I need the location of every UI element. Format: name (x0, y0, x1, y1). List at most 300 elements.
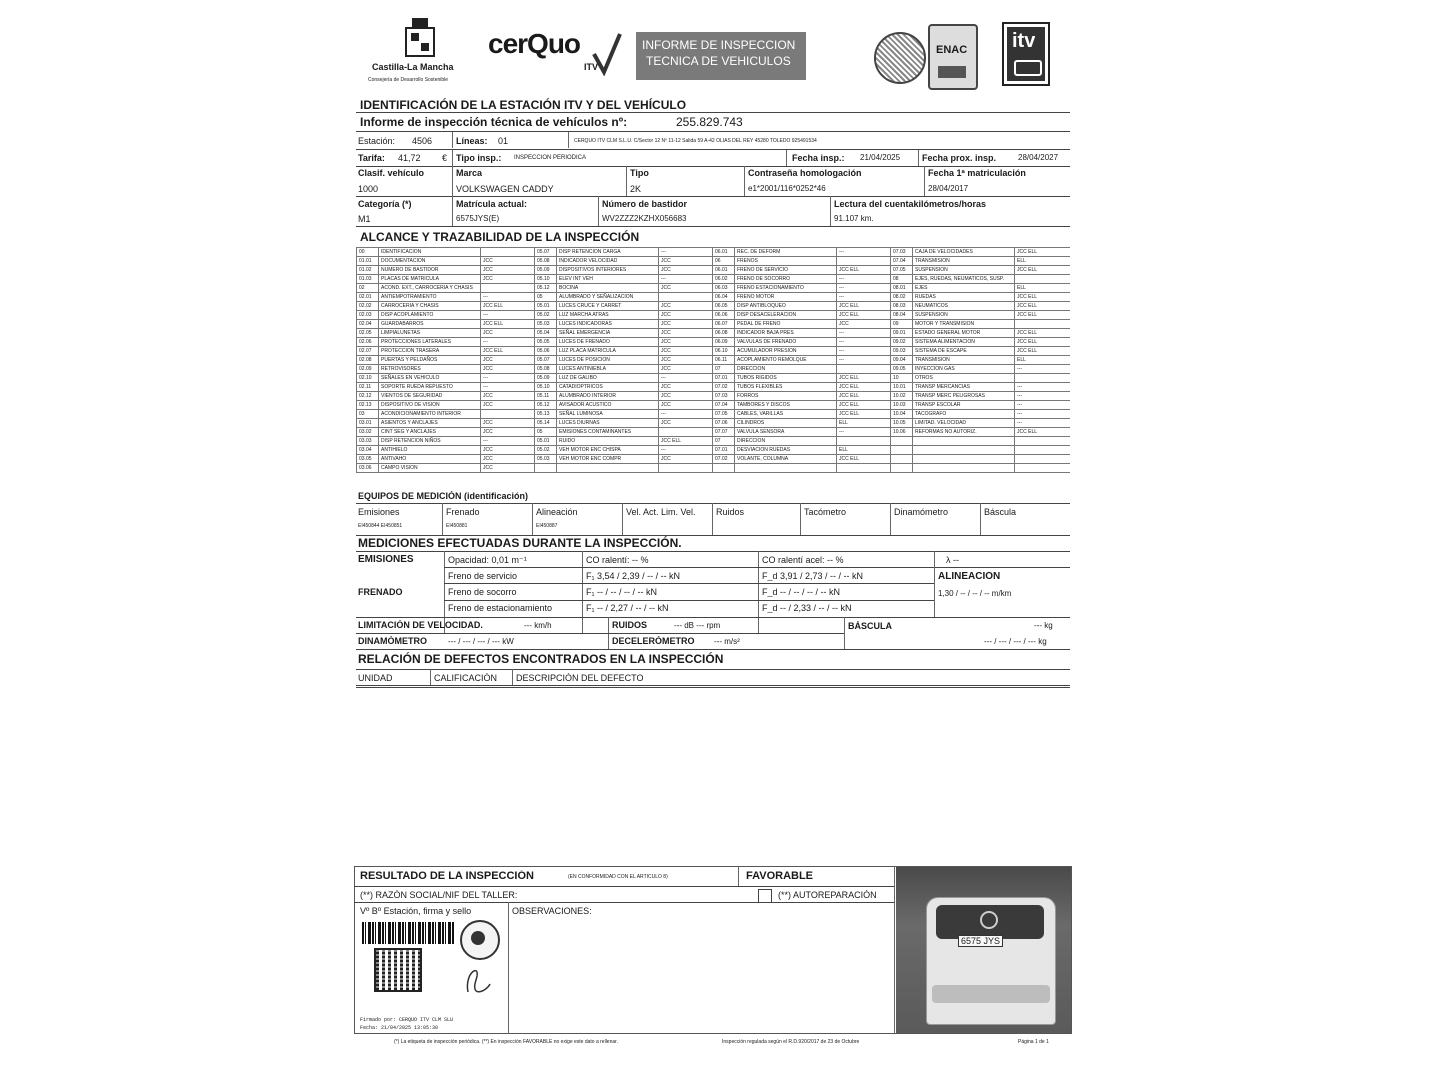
alcance-row (357, 284, 1071, 293)
alcance-cell: JCC (481, 446, 535, 455)
alcance-cell: REC. DE DEFORM (735, 248, 837, 257)
alcance-cell: JCC (659, 392, 713, 401)
alcance-cell: 05.03 (535, 455, 557, 464)
alcance-cell: 05.09 (535, 266, 557, 275)
alcance-cell: GUARDABARROS (379, 320, 481, 329)
alcance-cell: JCC (481, 329, 535, 338)
alcance-cell: 06.01 (713, 248, 735, 257)
enac-logo (928, 24, 978, 90)
alcance-cell: 07.05 (713, 410, 735, 419)
med-alineacion-label: ALINEACIÓN (938, 571, 1001, 582)
alcance-cell: --- (659, 446, 713, 455)
col-calificacion: CALIFICACIÓN (434, 673, 498, 683)
alcance-cell: ACUMULADOR PRESION (735, 347, 837, 356)
alcance-cell: BOCINA (557, 284, 659, 293)
alcance-cell: INYECCION GAS (913, 365, 1015, 374)
org-sub: Consejería de Desarrollo Sostenible (368, 77, 449, 83)
alcance-cell: JCC ELL (837, 410, 891, 419)
tarifa-unit: € (442, 153, 448, 163)
observaciones-label: OBSERVACIONES: (512, 906, 592, 916)
alcance-cell: 03.04 (357, 446, 379, 455)
alcance-cell: JCC ELL (837, 392, 891, 401)
alcance-cell: JCC ELL (481, 320, 535, 329)
alcance-cell: JCC (659, 338, 713, 347)
alcance-cell: 02.03 (357, 311, 379, 320)
alcance-cell: 05.08 (535, 257, 557, 266)
alcance-grid (356, 247, 1070, 489)
alcance-cell: --- (659, 275, 713, 284)
alcance-cell: 05 (535, 293, 557, 302)
alcance-row (357, 437, 1071, 446)
alcance-cell: 03.06 (357, 464, 379, 473)
fecha-matric-label: Fecha 1ª matriculación (928, 168, 1026, 178)
alcance-cell: DESVIACION RUEDAS (735, 446, 837, 455)
alcance-cell: 06.10 (713, 347, 735, 356)
med-bascula-value2: --- / --- / --- / --- kg (984, 637, 1047, 646)
alcance-cell: 07.04 (713, 401, 735, 410)
alcance-cell: JCC ELL (1015, 293, 1071, 302)
alcance-cell: 05.08 (535, 365, 557, 374)
med-freno-servicio-f: F₁ 3,54 / 2,39 / -- / -- kN (586, 571, 681, 581)
med-freno-socorro-f: F₁ -- / -- / -- / -- kN (586, 587, 658, 597)
alcance-cell: 08.04 (891, 311, 913, 320)
alcance-cell: DISP RETENCION NIÑOS (379, 437, 481, 446)
bastidor-value: WV2ZZZ2KZHX056683 (602, 214, 687, 223)
alcance-cell: JCC (659, 365, 713, 374)
alcance-cell: 02.05 (357, 329, 379, 338)
alcance-cell (1015, 320, 1071, 329)
alcance-cell: 06.09 (713, 338, 735, 347)
alcance-cell (913, 464, 1015, 473)
alcance-cell (1015, 446, 1071, 455)
alcance-cell: 02 (357, 284, 379, 293)
alcance-cell: 02.12 (357, 392, 379, 401)
brand-name: cerQuo (488, 28, 581, 59)
enac-text: ENAC (936, 44, 968, 56)
alcance-cell: DISP ANTIBLOQUEO (735, 302, 837, 311)
bastidor-label: Número de bastidor (602, 199, 688, 209)
alcance-cell: VALVULA SENSORA (735, 428, 837, 437)
alcance-cell: VOLANTE, COLUMNA (735, 455, 837, 464)
alcance-cell: 07.06 (713, 419, 735, 428)
med-freno-socorro: Freno de socorro (448, 587, 517, 597)
alcance-cell: 06.08 (713, 329, 735, 338)
alcance-cell: ANTIEMPOTRAMIENTO (379, 293, 481, 302)
alcance-cell: JCC ELL (1015, 302, 1071, 311)
alcance-cell: DOCUMENTACION (379, 257, 481, 266)
alcance-cell (481, 248, 535, 257)
alcance-cell: --- (837, 284, 891, 293)
alcance-cell: --- (659, 374, 713, 383)
alcance-cell: JCC ELL (837, 455, 891, 464)
qr-code (374, 948, 422, 992)
alcance-cell: EJES (913, 284, 1015, 293)
alcance-cell: --- (1015, 419, 1071, 428)
signature-icon (462, 962, 492, 996)
med-ruidos-label: RUIDOS (612, 620, 648, 630)
clasif-value: 1000 (358, 184, 379, 194)
alcance-cell: JCC ELL (837, 266, 891, 275)
alcance-cell: 07 (713, 437, 735, 446)
alcance-cell: CINT SEG Y ANCLAJES (379, 428, 481, 437)
alcance-cell: JCC ELL (481, 302, 535, 311)
alcance-row (357, 266, 1071, 275)
alcance-cell: 10.02 (891, 392, 913, 401)
alcance-cell: 07.01 (713, 374, 735, 383)
alcance-cell: INDICADOR VELOCIDAD (557, 257, 659, 266)
alcance-cell: AVISADOR ACUSTICO (557, 401, 659, 410)
alcance-cell: 05.14 (535, 419, 557, 428)
med-ruidos-value: --- dB --- rpm (674, 621, 721, 630)
lines-value: 01 (498, 136, 509, 146)
alcance-row (357, 428, 1071, 437)
eq-dinamometro-label: Dinamómetro (894, 507, 949, 517)
categoria-value: M1 (358, 214, 371, 224)
alcance-cell: JCC ELL (1015, 266, 1071, 275)
alcance-cell (713, 464, 735, 473)
alcance-cell: 09.04 (891, 356, 913, 365)
tipo-insp-label: Tipo insp.: (456, 153, 502, 163)
brand-sub: ITV (584, 62, 599, 72)
lines-label: Líneas: (456, 136, 488, 146)
alcance-row (357, 311, 1071, 320)
alcance-cell: 07.03 (713, 392, 735, 401)
alcance-cell: DIRECCION (735, 365, 837, 374)
eq-bascula-label: Báscula (984, 507, 1017, 517)
alcance-cell: DISP RETENCION CARGA (557, 248, 659, 257)
alcance-cell: --- (837, 347, 891, 356)
alcance-cell: JCC (659, 401, 713, 410)
alcance-cell: 05.12 (535, 401, 557, 410)
alcance-cell: JCC (481, 275, 535, 284)
tipo-value: 2K (630, 184, 642, 194)
alcance-cell: LUZ PLACA MATRICULA (557, 347, 659, 356)
alcance-cell: 02.02 (357, 302, 379, 311)
autorep-checkbox[interactable] (758, 889, 772, 903)
section-identificacion: IDENTIFICACIÓN DE LA ESTACIÓN ITV Y DEL VEHÍCULO (360, 98, 687, 112)
alcance-cell: --- (1015, 383, 1071, 392)
alcance-cell: 05.02 (535, 311, 557, 320)
alcance-row (357, 257, 1071, 266)
alcance-cell: --- (481, 338, 535, 347)
alcance-cell: JCC ELL (1015, 311, 1071, 320)
alcance-cell: 10.03 (891, 401, 913, 410)
tarifa-value: 41,72 (398, 153, 421, 163)
alcance-cell: JCC ELL (837, 401, 891, 410)
alcance-cell: CATADIOPTRICOS (557, 383, 659, 392)
fecha-matric-value: 28/04/2017 (928, 184, 969, 193)
alcance-cell: LUCES DE POSICION (557, 356, 659, 365)
med-freno-servicio-fd: F_d 3,91 / 2,73 / -- / -- kN (762, 571, 864, 581)
alcance-cell: LUZ DE GALIBO (557, 374, 659, 383)
alcance-cell: --- (659, 410, 713, 419)
fecha-insp-label: Fecha insp.: (792, 153, 845, 163)
alcance-cell: JCC ELL (1015, 338, 1071, 347)
alcance-cell: JCC ELL (1015, 329, 1071, 338)
alcance-cell: SISTEMA DE ESCAPE (913, 347, 1015, 356)
alcance-cell: VALVULAS DE FRENADO (735, 338, 837, 347)
alcance-cell: 05.13 (535, 410, 557, 419)
med-emisiones-label: EMISIONES (358, 554, 414, 565)
alcance-cell: DIRECCION (735, 437, 837, 446)
alcance-cell: IDENTIFICACION (379, 248, 481, 257)
alcance-cell: 06.01 (713, 266, 735, 275)
alcance-cell (659, 428, 713, 437)
banner-line1: INFORME DE INSPECCION (642, 38, 796, 52)
alcance-cell: 06.05 (713, 302, 735, 311)
banner-line2: TECNICA DE VEHICULOS (646, 54, 791, 68)
station-label: Estación: (358, 136, 396, 146)
alcance-cell: 06.06 (713, 311, 735, 320)
alcance-cell: 02.11 (357, 383, 379, 392)
alcance-cell: LUCES DE FRENADO (557, 338, 659, 347)
med-decelerometro-label: DECELERÓMETRO (612, 636, 695, 646)
alcance-cell: 05 (535, 428, 557, 437)
med-freno-estac-f: F₁ -- / 2,27 / -- / -- kN (586, 603, 669, 613)
alcance-cell: SOPORTE RUEDA REPUESTO (379, 383, 481, 392)
alcance-cell: ELL (1015, 284, 1071, 293)
alcance-cell: FRENO MOTOR (735, 293, 837, 302)
alcance-cell: SISTEMA ALIMENTACION (913, 338, 1015, 347)
alcance-cell: LUCES INDICADORAS (557, 320, 659, 329)
alcance-cell: --- (481, 437, 535, 446)
eq-emisiones-value: EI450844 EI450851 (358, 523, 403, 529)
alcance-cell: --- (481, 311, 535, 320)
alcance-cell: RUIDO (557, 437, 659, 446)
alcance-cell (891, 464, 913, 473)
med-co-acel: CO ralentí acel: -- % (762, 555, 844, 565)
alcance-cell: JCC ELL (1015, 248, 1071, 257)
alcance-cell: 01.02 (357, 266, 379, 275)
alcance-cell: ELEV INT VEH (557, 275, 659, 284)
alcance-cell: 02.04 (357, 320, 379, 329)
alcance-cell: SEÑAL EMERGENCIA (557, 329, 659, 338)
alcance-cell: 05.10 (535, 275, 557, 284)
alcance-cell: 00 (357, 248, 379, 257)
alcance-cell: JCC ELL (1015, 347, 1071, 356)
med-bascula-value: --- kg (1034, 621, 1053, 630)
alcance-cell: 03.03 (357, 437, 379, 446)
alcance-cell: TRANSP MERCANCIAS (913, 383, 1015, 392)
alcance-cell: JCC (481, 419, 535, 428)
eq-frenado-label: Frenado (446, 507, 480, 517)
alcance-cell: 06.04 (713, 293, 735, 302)
alcance-row (357, 464, 1071, 473)
alcance-cell: JCC (481, 428, 535, 437)
alcance-cell: PUERTAS Y PELDAÑOS (379, 356, 481, 365)
alcance-cell: 09.01 (891, 329, 913, 338)
alcance-cell: --- (837, 275, 891, 284)
alcance-cell: 02.10 (357, 374, 379, 383)
alcance-cell: FRENO DE SOCORRO (735, 275, 837, 284)
alcance-cell: --- (837, 329, 891, 338)
castilla-la-mancha-logo (362, 16, 472, 88)
alcance-cell: 03.01 (357, 419, 379, 428)
alcance-cell: TRANSP MERC PELIGROSAS (913, 392, 1015, 401)
alcance-cell: 01.01 (357, 257, 379, 266)
col-descripcion: DESCRIPCIÓN DEL DEFECTO (516, 673, 644, 683)
alcance-cell: --- (1015, 410, 1071, 419)
alcance-cell: --- (837, 428, 891, 437)
alcance-cell: LUCES CRUCE Y CARRET (557, 302, 659, 311)
itv-logo (1002, 22, 1050, 86)
alcance-cell: 05.03 (535, 320, 557, 329)
alcance-cell: JCC (481, 356, 535, 365)
alcance-row (357, 455, 1071, 464)
alcance-cell: LIMPIALUNETAS (379, 329, 481, 338)
alcance-cell: PEDAL DE FRENO (735, 320, 837, 329)
alcance-cell: JCC (659, 311, 713, 320)
alcance-cell: 08.01 (891, 284, 913, 293)
alcance-cell: ACONDICIONAMIENTO INTERIOR (379, 410, 481, 419)
matricula-value: 6575JYS(E) (456, 214, 500, 223)
alcance-cell: FORROS (735, 392, 837, 401)
alcance-cell: 10.05 (891, 419, 913, 428)
alcance-cell: JCC ELL (481, 347, 535, 356)
alcance-cell: --- (481, 374, 535, 383)
cerquo-logo (488, 28, 628, 88)
alcance-cell: 03 (357, 410, 379, 419)
alcance-cell: 08.03 (891, 302, 913, 311)
alcance-cell: ESTADO GENERAL MOTOR (913, 329, 1015, 338)
alcance-cell (1015, 275, 1071, 284)
alcance-cell: --- (837, 293, 891, 302)
alcance-cell: LUCES DIURNAS (557, 419, 659, 428)
alcance-cell: --- (837, 248, 891, 257)
alcance-cell: 06 (713, 257, 735, 266)
alcance-cell (913, 455, 1015, 464)
station-stamp-icon (460, 920, 500, 960)
alcance-cell: 09 (891, 320, 913, 329)
alcance-cell: 10 (891, 374, 913, 383)
med-freno-estac-fd: F_d -- / 2,33 / -- / -- kN (762, 603, 852, 613)
alcance-cell: ANTIHIELO (379, 446, 481, 455)
alcance-cell: 01.03 (357, 275, 379, 284)
med-limvel-label: LIMITACIÓN DE VELOCIDAD. (358, 620, 483, 630)
alcance-cell: JCC (659, 383, 713, 392)
alcance-cell: 07.03 (891, 248, 913, 257)
alcance-cell: 06.07 (713, 320, 735, 329)
alcance-cell: 10.04 (891, 410, 913, 419)
alcance-row (357, 356, 1071, 365)
alcance-cell: 05.09 (535, 374, 557, 383)
marca-label: Marca (456, 168, 483, 178)
alcance-row (357, 419, 1071, 428)
alcance-cell: 05.07 (535, 356, 557, 365)
alcance-cell: REFORMAS NO AUTORIZ. (913, 428, 1015, 437)
alcance-cell: JCC (481, 392, 535, 401)
alcance-cell: JCC (659, 347, 713, 356)
med-freno-estac: Freno de estacionamiento (448, 603, 553, 613)
alcance-cell: MOTOR Y TRANSMISION (913, 320, 1015, 329)
alcance-cell: 02.01 (357, 293, 379, 302)
report-banner (636, 32, 806, 80)
alcance-cell: DISP ACOPLAMIENTO (379, 311, 481, 320)
alcance-cell: NUMERO DE BASTIDOR (379, 266, 481, 275)
alcance-cell (1015, 437, 1071, 446)
alcance-cell: 03.05 (357, 455, 379, 464)
report-number: 255.829.743 (676, 115, 743, 129)
alcance-cell: --- (659, 248, 713, 257)
eq-vel-label: Vel. Act. Lim. Vel. (626, 507, 696, 517)
alcance-cell: ANTIVAHO (379, 455, 481, 464)
alcance-cell: 05.10 (535, 383, 557, 392)
alcance-cell: 07.07 (713, 428, 735, 437)
alcance-cell: ALUMBRADO Y SEÑALIZACION (557, 293, 659, 302)
alcance-row (357, 392, 1071, 401)
alcance-row (357, 410, 1071, 419)
inspection-report (354, 14, 1072, 1054)
alcance-cell: --- (481, 293, 535, 302)
org-name: Castilla-La Mancha (372, 62, 454, 72)
alcance-row (357, 329, 1071, 338)
alcance-cell: 07.04 (891, 257, 913, 266)
eq-frenado-value: EI450881 (446, 523, 468, 529)
tipo-label: Tipo (630, 168, 649, 178)
alcance-row (357, 365, 1071, 374)
alcance-cell: JCC ELL (837, 374, 891, 383)
alcance-cell: NEUMATICOS (913, 302, 1015, 311)
alcance-cell: LUCES ANTINIEBLA (557, 365, 659, 374)
alcance-cell: 02.08 (357, 356, 379, 365)
alcance-cell: TRANSMISION (913, 257, 1015, 266)
alcance-row (357, 248, 1071, 257)
vehicle-photo (896, 867, 1071, 1033)
alcance-row (357, 338, 1071, 347)
alcance-cell: OTROS (913, 374, 1015, 383)
station-value: 4506 (412, 136, 433, 146)
med-freno-socorro-fd: F_d -- / -- / -- / -- kN (762, 587, 840, 597)
alcance-cell (891, 437, 913, 446)
alcance-cell: EJES, RUEDAS, NEUMATICOS, SUSP. (913, 275, 1015, 284)
alcance-cell (1015, 374, 1071, 383)
alcance-cell: DISP DESACELERACION (735, 311, 837, 320)
alcance-cell (891, 455, 913, 464)
med-alineacion-value: 1,30 / -- / -- / -- m/km (938, 589, 1012, 598)
tipo-insp-value: INSPECCION PERIODICA (514, 155, 587, 161)
alcance-cell: TUBOS FLEXIBLES (735, 383, 837, 392)
eq-ruidos-label: Ruidos (716, 507, 745, 517)
alcance-cell: 06.02 (713, 275, 735, 284)
alcance-cell: JCC (837, 320, 891, 329)
alcance-cell: JCC (659, 329, 713, 338)
alcance-cell: JCC (659, 356, 713, 365)
alcance-cell: DISPOSITIVOS INTERIORES (557, 266, 659, 275)
lectura-value: 91.107 km. (834, 214, 874, 223)
alcance-cell: 09.03 (891, 347, 913, 356)
med-opacidad: Opacidad: 0,01 m⁻¹ (448, 555, 527, 565)
alcance-cell: 02.09 (357, 365, 379, 374)
alcance-row (357, 293, 1071, 302)
alcance-cell: JCC (481, 464, 535, 473)
alcance-cell (535, 464, 557, 473)
alcance-cell (837, 464, 891, 473)
alcance-cell: 08 (891, 275, 913, 284)
station-address: CERQUO ITV CLM S.L.U. C/Sector 12 Nº 11-12 Salida 59 A-42 OLIAS DEL REY 45280 TOLEDO 925491534 (574, 138, 817, 144)
alcance-cell: PROTECCION TRASERA (379, 347, 481, 356)
lectura-label: Lectura del cuentakilómetros/horas (834, 199, 987, 209)
alcance-cell: --- (837, 356, 891, 365)
med-co-ralenti: CO ralentí: -- % (586, 555, 649, 565)
alcance-cell: ELL (837, 446, 891, 455)
alcance-cell: PLACAS DE MATRICULA (379, 275, 481, 284)
eq-emisiones-label: Emisiones (358, 507, 400, 517)
alcance-cell: JCC (659, 302, 713, 311)
alcance-cell: JCC (659, 455, 713, 464)
alcance-cell (735, 464, 837, 473)
alcance-cell: JCC (659, 284, 713, 293)
report-number-label: Informe de inspección técnica de vehículos nº: (360, 115, 628, 129)
